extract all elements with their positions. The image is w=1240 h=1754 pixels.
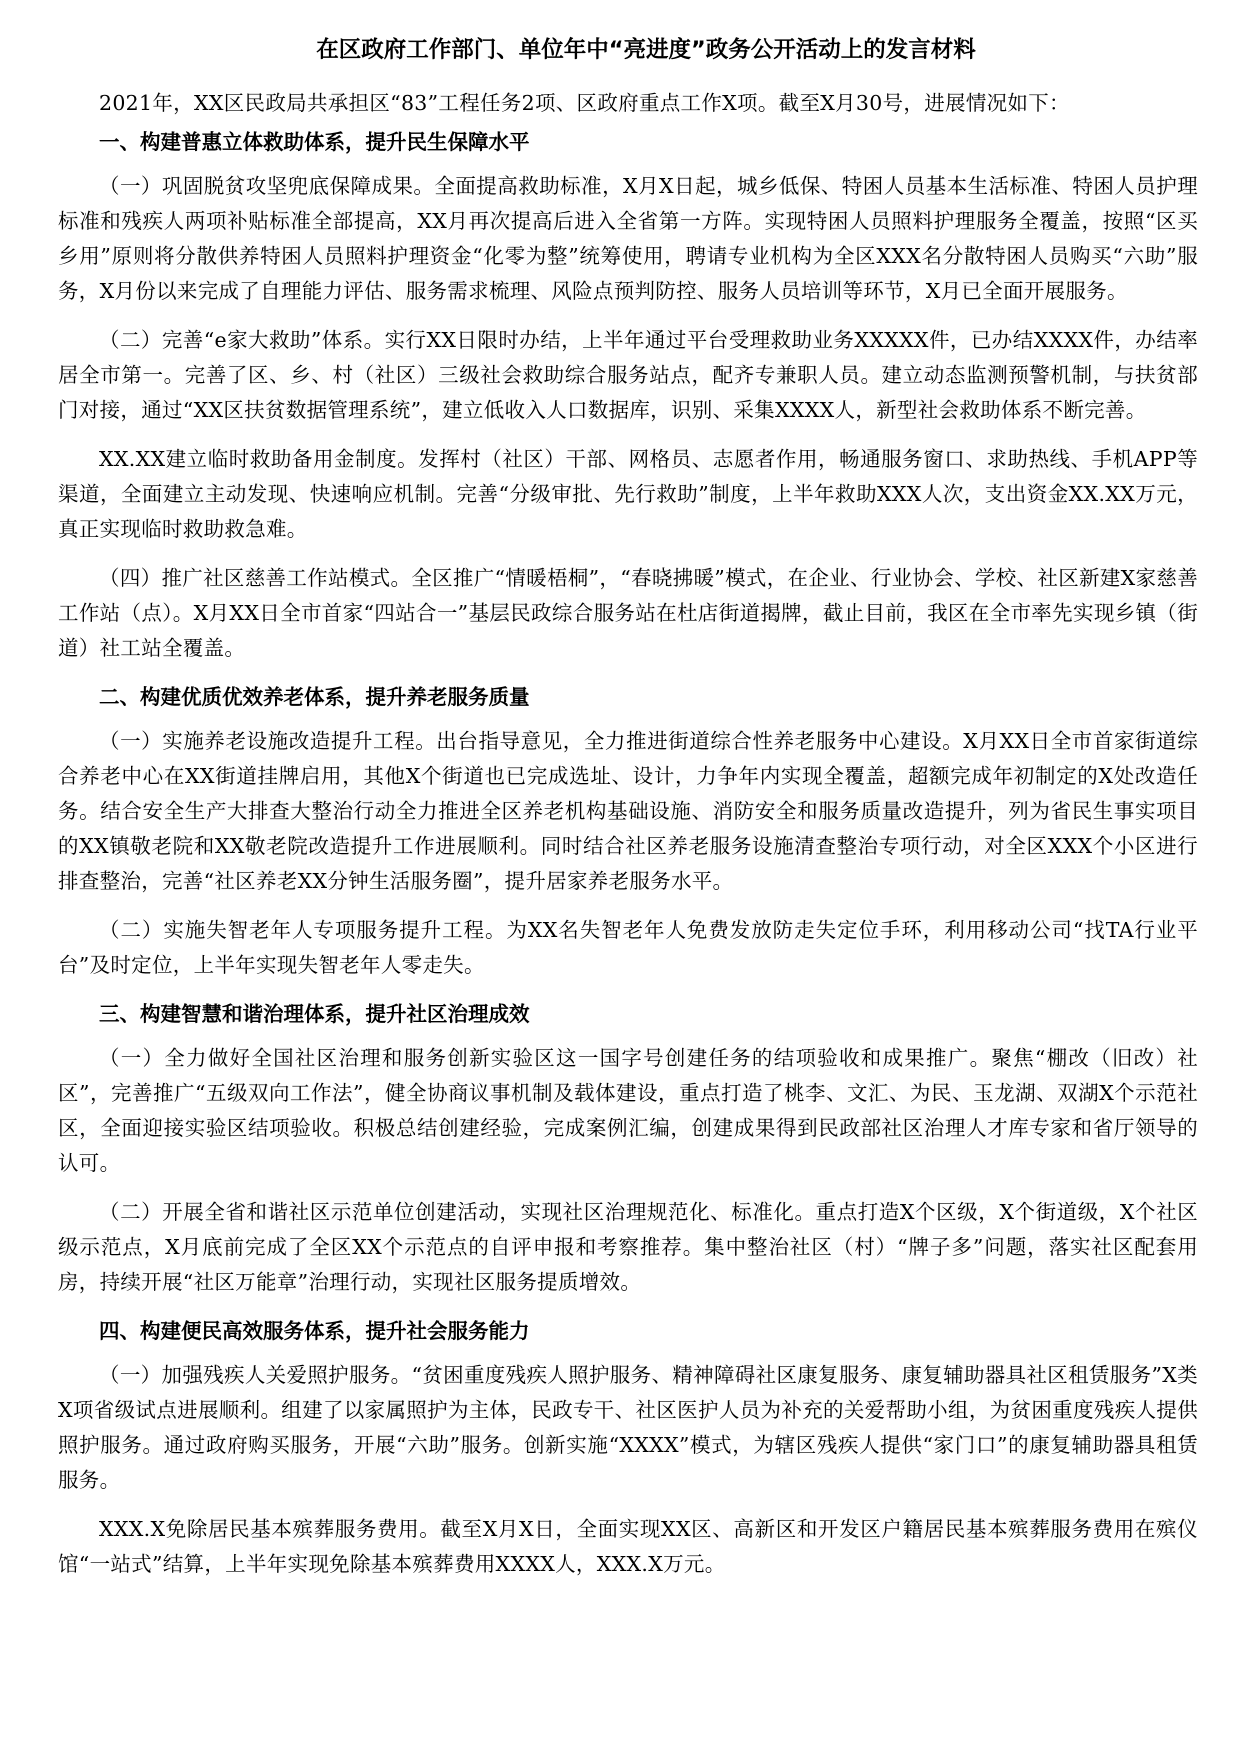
- paragraph: （一）巩固脱贫攻坚兜底保障成果。全面提高救助标准，X月X日起，城乡低保、特困人员基本生活标准、特困人员护理标准和残疾人两项补贴标准全部提高，XX月再次提高后进入全省第一方阵。实现特困人员照料护理服务全覆盖，按照“区买乡用”原则将分散供养特困人员照料护理资金“化零为整”统筹使用，聘请专业机构为全区XXX名分散特困人员购买“六助”服务，X月份以来完成了自理能力评估、服务需求梳理、风险点预判防控、服务人员培训等环节，X月已全面开展服务。: [58, 174, 1198, 303]
- section-3: [58, 997, 1198, 1300]
- section-heading: 四、构建便民高效服务体系，提升社会服务能力: [99, 1319, 530, 1343]
- paragraph: XX.XX建立临时救助备用金制度。发挥村（社区）干部、网格员、志愿者作用，畅通服务窗口、求助热线、手机APP等渠道，全面建立主动发现、快速响应机制。完善“分级审批、先行救助”制度，上半年救助XXX人次，支出资金XX.XX万元，真正实现临时救助救急难。: [58, 447, 1198, 541]
- intro-paragraph: 2021年，XX区民政局共承担区“83”工程任务2项、区政府重点工作X项。截至X月30号，进展情况如下：: [99, 91, 1070, 115]
- section-2: [58, 680, 1198, 983]
- paragraph: （一）加强残疾人关爱照护服务。“贫困重度残疾人照护服务、精神障碍社区康复服务、康复辅助器具社区租赁服务”X类X项省级试点进展顺利。组建了以家属照护为主体，民政专干、社区医护人员为补充的关爱帮助小组，为贫困重度残疾人提供照护服务。通过政府购买服务，开展“六助”服务。创新实施“XXXX”模式，为辖区残疾人提供“家门口”的康复辅助器具租赁服务。: [58, 1363, 1198, 1492]
- section-heading: 二、构建优质优效养老体系，提升养老服务质量: [99, 685, 530, 709]
- document-title: 在区政府工作部门、单位年中“亮进度”政务公开活动上的发言材料: [316, 37, 976, 63]
- section-1: [58, 125, 1198, 666]
- section-heading: 三、构建智慧和谐治理体系，提升社区治理成效: [99, 1002, 530, 1026]
- paragraph: XXX.X免除居民基本殡葬服务费用。截至X月X日，全面实现XX区、高新区和开发区户籍居民基本殡葬服务费用在殡仪馆“一站式”结算，上半年实现免除基本殡葬费用XXXX人，XXX.X万元。: [58, 1517, 1198, 1576]
- paragraph: （二）开展全省和谐社区示范单位创建活动，实现社区治理规范化、标准化。重点打造X个区级，X个街道级，X个社区级示范点，X月底前完成了全区XX个示范点的自评申报和考察推荐。集中整治社区（村）“牌子多”问题，落实社区配套用房，持续开展“社区万能章”治理行动，实现社区服务提质增效。: [58, 1200, 1198, 1294]
- paragraph: （二）完善“e家大救助”体系。实行XX日限时办结，上半年通过平台受理救助业务XXXXX件，已办结XXXX件，办结率居全市第一。完善了区、乡、村（社区）三级社会救助综合服务站点，配齐专兼职人员。建立动态监测预警机制，与扶贫部门对接，通过“XX区扶贫数据管理系统”，建立低收入人口数据库，识别、采集XXXX人，新型社会救助体系不断完善。: [58, 328, 1198, 422]
- section-heading: 一、构建普惠立体救助体系，提升民生保障水平: [99, 130, 530, 154]
- section-4: [58, 1314, 1198, 1582]
- paragraph: （四）推广社区慈善工作站模式。全区推广“情暖梧桐”，“春晓拂暖”模式，在企业、行业协会、学校、社区新建X家慈善工作站（点）。X月XX日全市首家“四站合一”基层民政综合服务站在杜店街道揭牌，截止目前，我区在全市率先实现乡镇（街道）社工站全覆盖。: [58, 566, 1198, 660]
- paragraph: （一）实施养老设施改造提升工程。出台指导意见，全力推进街道综合性养老服务中心建设。X月XX日全市首家街道综合养老中心在XX街道挂牌启用，其他X个街道也已完成选址、设计，力争年内实现全覆盖，超额完成年初制定的X处改造任务。结合安全生产大排查大整治行动全力推进全区养老机构基础设施、消防安全和服务质量改造提升，列为省民生事实项目的XX镇敬老院和XX敬老院改造提升工作进展顺利。同时结合社区养老服务设施清查整治专项行动，对全区XXX个小区进行排查整治，完善“社区养老XX分钟生活服务圈”，提升居家养老服务水平。: [58, 729, 1198, 893]
- paragraph: （二）实施失智老年人专项服务提升工程。为XX名失智老年人免费发放防走失定位手环，利用移动公司“找TA行业平台”及时定位，上半年实现失智老年人零走失。: [58, 918, 1198, 977]
- paragraph: （一）全力做好全国社区治理和服务创新实验区这一国字号创建任务的结项验收和成果推广。聚焦“棚改（旧改）社区”，完善推广“五级双向工作法”，健全协商议事机制及载体建设，重点打造了桃李、文汇、为民、玉龙湖、双湖X个示范社区，全面迎接实验区结项验收。积极总结创建经验，完成案例汇编，创建成果得到民政部社区治理人才库专家和省厅领导的认可。: [58, 1046, 1198, 1175]
